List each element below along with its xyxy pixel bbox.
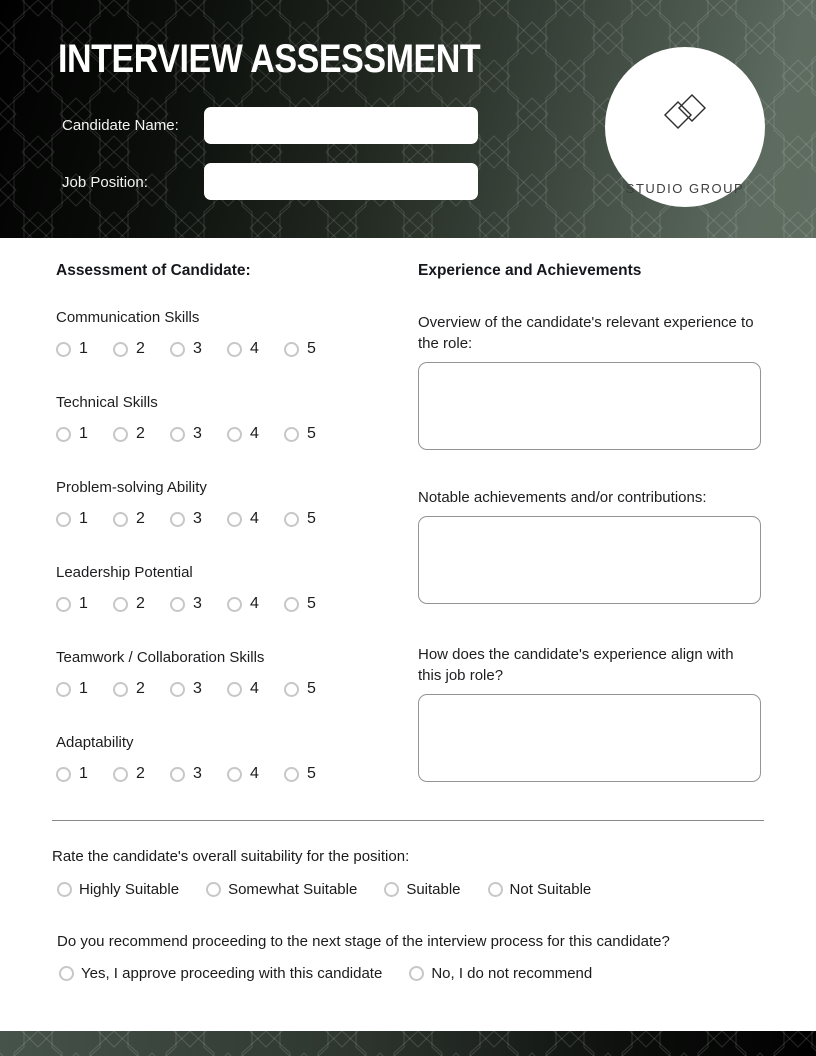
- rating-option[interactable]: 2: [113, 680, 170, 698]
- radio-icon[interactable]: [56, 427, 71, 442]
- rating-option[interactable]: 1: [56, 510, 113, 528]
- job-position-input[interactable]: [204, 163, 478, 200]
- radio-icon[interactable]: [59, 966, 74, 981]
- radio-icon[interactable]: [227, 597, 242, 612]
- radio-icon[interactable]: [170, 767, 185, 782]
- experience-section: [418, 262, 761, 782]
- rating-option[interactable]: 5: [284, 765, 341, 783]
- skill-block-problem-solving: [56, 478, 406, 528]
- experience-heading: Experience and Achievements: [418, 262, 642, 279]
- page-title: INTERVIEW ASSESSMENT: [58, 37, 481, 81]
- logo: [605, 47, 765, 207]
- rating-option[interactable]: 1: [56, 765, 113, 783]
- rating-option[interactable]: 2: [113, 595, 170, 613]
- recommendation-options: [57, 965, 777, 982]
- radio-icon[interactable]: [113, 682, 128, 697]
- skill-block-leadership: [56, 563, 406, 613]
- job-position-label: Job Position:: [62, 174, 148, 191]
- radio-icon[interactable]: [113, 427, 128, 442]
- suitability-option-highly[interactable]: Highly Suitable: [57, 881, 179, 898]
- rating-scale: [56, 595, 406, 613]
- radio-icon[interactable]: [227, 342, 242, 357]
- radio-icon[interactable]: [113, 342, 128, 357]
- rating-option[interactable]: 4: [227, 510, 284, 528]
- radio-icon[interactable]: [113, 597, 128, 612]
- rating-option[interactable]: 5: [284, 340, 341, 358]
- skill-block-communication: [56, 308, 406, 358]
- rating-option[interactable]: 3: [170, 510, 227, 528]
- skill-label: Leadership Potential: [56, 564, 193, 581]
- rating-option[interactable]: 2: [113, 765, 170, 783]
- radio-icon[interactable]: [56, 767, 71, 782]
- radio-icon[interactable]: [170, 597, 185, 612]
- radio-icon[interactable]: [384, 882, 399, 897]
- rating-option[interactable]: 1: [56, 680, 113, 698]
- assessment-heading: Assessment of Candidate:: [56, 262, 251, 279]
- suitability-section: [52, 848, 776, 898]
- assessment-section: [56, 262, 406, 818]
- footer: [0, 1031, 816, 1056]
- skill-label: Communication Skills: [56, 309, 200, 326]
- rating-option[interactable]: 1: [56, 425, 113, 443]
- suitability-option-somewhat[interactable]: Somewhat Suitable: [206, 881, 357, 898]
- rating-option[interactable]: 5: [284, 595, 341, 613]
- radio-icon[interactable]: [409, 966, 424, 981]
- rating-option[interactable]: 4: [227, 340, 284, 358]
- rating-option[interactable]: 2: [113, 425, 170, 443]
- rating-option[interactable]: 1: [56, 340, 113, 358]
- radio-icon[interactable]: [227, 682, 242, 697]
- question-label-overview: Overview of the candidate's relevant experience to the role:: [418, 314, 754, 352]
- radio-icon[interactable]: [170, 512, 185, 527]
- skill-block-teamwork: [56, 648, 406, 698]
- rating-option[interactable]: 1: [56, 595, 113, 613]
- recommendation-question: Do you recommend proceeding to the next stage of the interview process for this candidate?: [57, 933, 670, 950]
- rating-option[interactable]: 2: [113, 340, 170, 358]
- radio-icon[interactable]: [284, 767, 299, 782]
- radio-icon[interactable]: [227, 512, 242, 527]
- suitability-question: Rate the candidate's overall suitability for the position:: [52, 848, 410, 865]
- rating-option[interactable]: 2: [113, 510, 170, 528]
- rating-scale: [56, 680, 406, 698]
- rating-option[interactable]: 3: [170, 765, 227, 783]
- rating-scale: [56, 340, 406, 358]
- radio-icon[interactable]: [56, 342, 71, 357]
- recommendation-option-yes[interactable]: Yes, I approve proceeding with this candidate: [59, 965, 382, 982]
- radio-icon[interactable]: [284, 427, 299, 442]
- candidate-name-input[interactable]: [204, 107, 478, 144]
- rating-option[interactable]: 3: [170, 425, 227, 443]
- radio-icon[interactable]: [170, 427, 185, 442]
- rating-option[interactable]: 3: [170, 680, 227, 698]
- suitability-options: [52, 881, 776, 898]
- recommendation-section: [57, 933, 777, 982]
- radio-icon[interactable]: [170, 342, 185, 357]
- skill-block-technical: [56, 393, 406, 443]
- rating-option[interactable]: 4: [227, 680, 284, 698]
- rating-scale: [56, 765, 406, 783]
- suitability-option-not[interactable]: Not Suitable: [488, 881, 592, 898]
- radio-icon[interactable]: [227, 427, 242, 442]
- radio-icon[interactable]: [170, 682, 185, 697]
- question-label-alignment: How does the candidate's experience align with this job role?: [418, 646, 734, 684]
- rating-option[interactable]: 5: [284, 425, 341, 443]
- rating-option[interactable]: 4: [227, 595, 284, 613]
- radio-icon[interactable]: [57, 882, 72, 897]
- radio-icon[interactable]: [113, 512, 128, 527]
- radio-icon[interactable]: [284, 512, 299, 527]
- overview-textarea[interactable]: [418, 362, 761, 450]
- section-divider: [52, 820, 764, 821]
- rating-option[interactable]: 5: [284, 680, 341, 698]
- rating-option[interactable]: 5: [284, 510, 341, 528]
- skill-label: Teamwork / Collaboration Skills: [56, 649, 265, 666]
- header: [0, 0, 816, 238]
- radio-icon[interactable]: [227, 767, 242, 782]
- rating-option[interactable]: 4: [227, 765, 284, 783]
- alignment-textarea[interactable]: [418, 694, 761, 782]
- logo-text: STUDIO GROUP: [625, 181, 745, 196]
- skill-label: Problem-solving Ability: [56, 479, 207, 496]
- radio-icon[interactable]: [284, 342, 299, 357]
- recommendation-option-no[interactable]: No, I do not recommend: [409, 965, 592, 982]
- radio-icon[interactable]: [56, 512, 71, 527]
- radio-icon[interactable]: [56, 597, 71, 612]
- skill-label: Technical Skills: [56, 394, 158, 411]
- geometric-pattern: [0, 1031, 816, 1056]
- skill-block-adaptability: [56, 733, 406, 783]
- rating-option[interactable]: 4: [227, 425, 284, 443]
- rating-scale: [56, 510, 406, 528]
- radio-icon[interactable]: [284, 597, 299, 612]
- radio-icon[interactable]: [488, 882, 503, 897]
- radio-icon[interactable]: [113, 767, 128, 782]
- rating-scale: [56, 425, 406, 443]
- question-label-achievements: Notable achievements and/or contributions:: [418, 489, 707, 506]
- suitability-option-suitable[interactable]: Suitable: [384, 881, 460, 898]
- radio-icon[interactable]: [206, 882, 221, 897]
- skill-label: Adaptability: [56, 734, 134, 751]
- radio-icon[interactable]: [56, 682, 71, 697]
- radio-icon[interactable]: [284, 682, 299, 697]
- achievements-textarea[interactable]: [418, 516, 761, 604]
- rating-option[interactable]: 3: [170, 340, 227, 358]
- rating-option[interactable]: 3: [170, 595, 227, 613]
- candidate-name-label: Candidate Name:: [62, 117, 179, 134]
